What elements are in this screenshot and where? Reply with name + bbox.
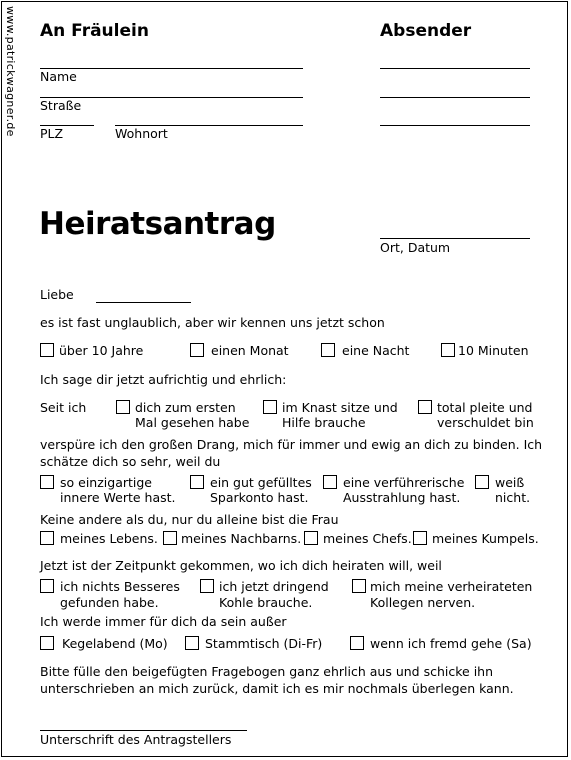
always-there-text: Ich werde immer für dich da sein außer	[40, 614, 287, 629]
except-label-1: Kegelabend (Mo)	[62, 636, 168, 651]
signature-label: Unterschrift des Antragstellers	[40, 732, 232, 747]
marry-checkbox-2[interactable]	[200, 579, 214, 593]
since-label-2b: Hilfe brauche	[282, 415, 366, 430]
except-checkbox-1[interactable]	[40, 636, 54, 650]
since-checkbox-1[interactable]	[116, 400, 130, 414]
since-label-3b: verschuldet bin	[437, 415, 534, 430]
reason-label-4a: weiß	[495, 475, 525, 490]
whose-label-1: meines Lebens.	[60, 531, 158, 546]
reason-label-4b: nicht.	[495, 490, 531, 505]
marry-label-1a: ich nichts Besseres	[60, 579, 180, 594]
whose-checkbox-3[interactable]	[304, 531, 318, 545]
except-label-3: wenn ich fremd gehe (Sa)	[370, 636, 532, 651]
since-label-2a: im Knast sitze und	[282, 400, 398, 415]
signature-line[interactable]	[40, 730, 247, 731]
duration-label-2: einen Monat	[211, 343, 289, 358]
city-label: Wohnort	[115, 126, 168, 141]
whose-checkbox-2[interactable]	[163, 531, 177, 545]
marry-label-2b: Kohle brauche.	[219, 595, 313, 610]
closing-text-1: Bitte fülle den beigefügten Fragebogen ganz ehrlich aus und schicke ihn	[40, 664, 494, 679]
name-label: Name	[40, 69, 77, 84]
marry-label-1b: gefunden habe.	[60, 595, 159, 610]
urge-text-1: verspüre ich den großen Drang, mich für immer und ewig an dich zu binden. Ich	[40, 437, 543, 452]
reason-label-1a: so einzigartige	[60, 475, 152, 490]
marry-label-3a: mich meine verheirateten	[370, 579, 533, 594]
reason-label-3b: Ausstrahlung hast.	[343, 490, 461, 505]
intro-text: es ist fast unglaublich, aber wir kennen uns jetzt schon	[40, 315, 385, 330]
urge-text-2: schätze dich so sehr, weil du	[40, 454, 221, 469]
reason-label-2a: ein gut gefülltes	[210, 475, 312, 490]
place-date-label: Ort, Datum	[380, 240, 451, 255]
sender-line-1[interactable]	[380, 68, 530, 69]
marry-checkbox-1[interactable]	[40, 579, 54, 593]
whose-checkbox-1[interactable]	[40, 531, 54, 545]
since-label-1b: Mal gesehen habe	[135, 415, 250, 430]
since-label-3a: total pleite und	[437, 400, 533, 415]
duration-label-4: 10 Minuten	[458, 343, 529, 358]
time-has-come-text: Jetzt ist der Zeitpunkt gekommen, wo ich dich heiraten will, weil	[40, 558, 442, 573]
page-title: Heiratsantrag	[39, 206, 276, 242]
salutation-name-line[interactable]	[96, 302, 191, 303]
duration-label-3: eine Nacht	[342, 343, 410, 358]
duration-checkbox-3[interactable]	[321, 343, 335, 357]
reason-checkbox-2[interactable]	[190, 475, 204, 489]
since-checkbox-2[interactable]	[263, 400, 277, 414]
marry-label-2a: ich jetzt dringend	[219, 579, 329, 594]
street-label: Straße	[40, 98, 82, 113]
duration-label-1: über 10 Jahre	[59, 343, 144, 358]
sender-line-2[interactable]	[380, 97, 530, 98]
recipient-heading: An Fräulein	[40, 21, 149, 41]
name-line[interactable]	[40, 68, 303, 69]
reason-checkbox-4[interactable]	[475, 475, 489, 489]
salutation: Liebe	[40, 287, 74, 302]
since-label: Seit ich	[40, 400, 87, 415]
sender-heading: Absender	[380, 21, 472, 41]
zip-label: PLZ	[40, 126, 64, 141]
marry-label-3b: Kollegen nerven.	[370, 595, 476, 610]
duration-checkbox-2[interactable]	[190, 343, 204, 357]
closing-text-2: unterschrieben an mich zurück, damit ich es mir nochmals überlegen kann.	[40, 681, 514, 696]
side-url: www.patrickwagner.de	[4, 6, 17, 137]
reason-label-3a: eine verführerische	[343, 475, 465, 490]
since-checkbox-3[interactable]	[418, 400, 432, 414]
honesty-text: Ich sage dir jetzt aufrichtig und ehrlich:	[40, 372, 287, 387]
only-you-text: Keine andere als du, nur du alleine bist die Frau	[40, 512, 339, 527]
except-label-2: Stammtisch (Di-Fr)	[205, 636, 323, 651]
whose-label-2: meines Nachbarns.	[181, 531, 302, 546]
reason-label-1b: innere Werte hast.	[60, 490, 176, 505]
reason-checkbox-3[interactable]	[323, 475, 337, 489]
duration-checkbox-4[interactable]	[441, 343, 455, 357]
reason-label-2b: Sparkonto hast.	[210, 490, 309, 505]
whose-checkbox-4[interactable]	[413, 531, 427, 545]
sender-line-3[interactable]	[380, 125, 530, 126]
whose-label-4: meines Kumpels.	[432, 531, 539, 546]
duration-checkbox-1[interactable]	[40, 343, 54, 357]
except-checkbox-3[interactable]	[350, 636, 364, 650]
place-date-line[interactable]	[380, 238, 530, 239]
except-checkbox-2[interactable]	[185, 636, 199, 650]
reason-checkbox-1[interactable]	[40, 475, 54, 489]
whose-label-3: meines Chefs.	[323, 531, 412, 546]
since-label-1a: dich zum ersten	[135, 400, 236, 415]
marry-checkbox-3[interactable]	[352, 579, 366, 593]
